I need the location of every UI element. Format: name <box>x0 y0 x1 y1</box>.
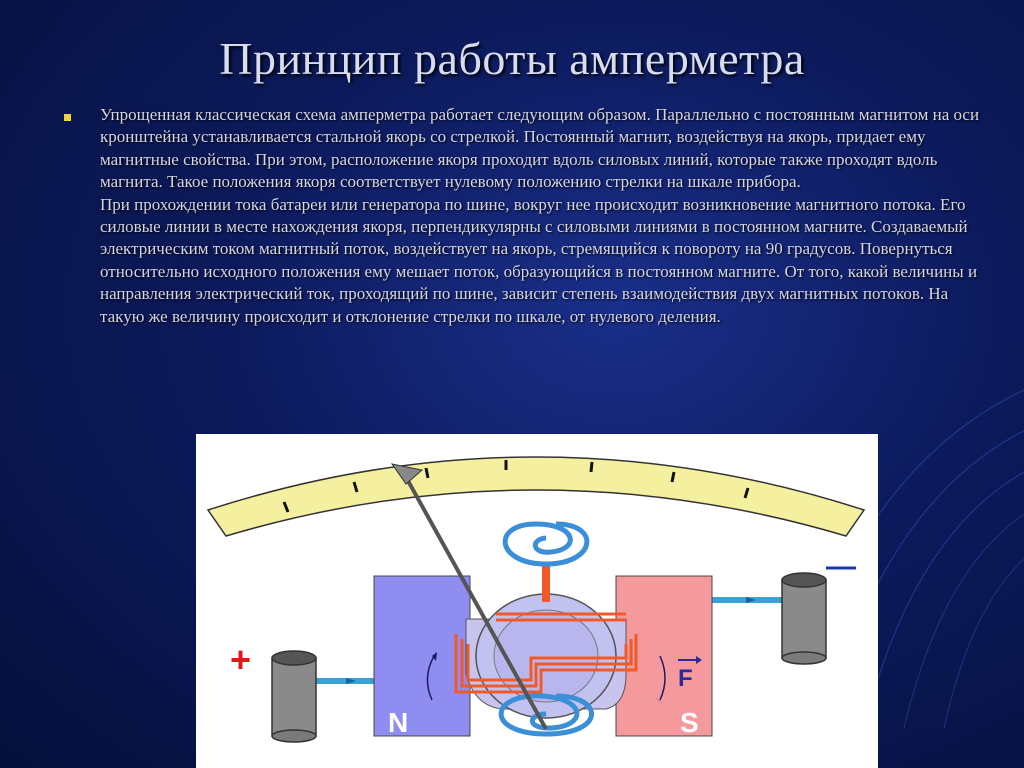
terminal-left <box>272 651 316 742</box>
top-spring-coil <box>505 524 587 564</box>
plus-sign: + <box>230 639 252 680</box>
slide-body <box>100 104 980 328</box>
bullet-marker <box>64 114 71 121</box>
south-pole-label: S <box>680 707 699 738</box>
force-label: F <box>678 665 693 692</box>
ammeter-svg <box>196 434 878 768</box>
slide-title: Принцип работы амперметра <box>219 33 805 84</box>
ammeter-diagram <box>196 434 878 768</box>
terminal-right <box>782 573 826 664</box>
minus-sign: — <box>826 550 856 583</box>
paragraph-2: При прохождении тока батареи или генератора по шине, вокруг нее происходит возникновение магнитного потока. Его силовые линии в месте нахождения якоря, перпендикулярны с силовыми линиями в постоянном магните. Создаваемый электрическим током магнитный поток, воздействует на якорь, стремящийся к повороту на 90 градусов. Повернуться относительно исходного положения ему мешает поток, образующийся в постоянном магните. От того, какой величины и направления электрический ток, проходящий по шине, зависит степень взаимодействия двух магнитных потоков. На такую же величину происходит и отклонение стрелки по шкале, от нулевого деления. <box>100 194 978 326</box>
north-pole-label: N <box>388 707 409 738</box>
paragraph-1: Упрощенная классическая схема амперметра работает следующим образом. Параллельно с постоянным магнитом на оси кронштейна устанавливается стальной якорь со стрелкой. Постоянный магнит, воздействуя на якорь, придает ему магнитные свойства. При этом, расположение якоря проходит вдоль силовых линий, которые также проходят вдоль магнита. Такое положения якоря соответствует нулевому положению стрелки на шкале прибора. <box>100 105 980 192</box>
